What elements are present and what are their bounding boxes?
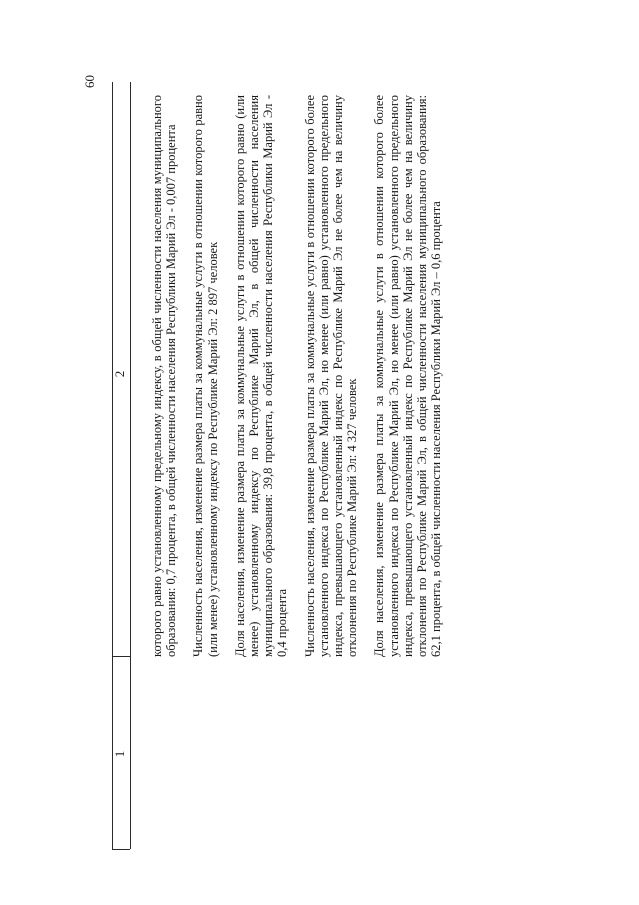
paragraph-share-above-index: Доля населения, изменение размера платы за коммунальные услуги в отношении которого более установленного индекса по Республике Марий Эл, но менее (или равно) установленного предельного индекса, превышающего установленный индекс по Республике Марий Эл не более чем на величину отклонения по Республике Марий Эл, в общей численности населения муниципального образования: 62,1 процента, в общей численности населения Республики Марий Эл – 0,6 процента xyxy=(372,95,444,657)
paragraph-count-above-index: Численность населения, изменение размера платы за коммунальные услуги в отношении которого более установленного индекса по Республике Марий Эл, но менее (или равно) установленного предельного индекса, превышающего установленный индекс по Республике Марий Эл не более чем на величину отклонения по Республике Марий Эл: 4 327 человек xyxy=(302,95,360,657)
table-bottom-border xyxy=(112,849,130,850)
column-header-2: 2 xyxy=(112,370,127,378)
table-cell-text xyxy=(150,95,443,657)
rotated-table-content xyxy=(110,89,570,849)
page-number: 60 xyxy=(82,75,97,88)
column-header-1: 1 xyxy=(112,750,127,758)
paragraph-count-below-index: Численность населения, изменение размера платы за коммунальные услуги в отношении которого равно (или менее) установленному индексу по Республике Марий Эл: 2 897 человек xyxy=(191,95,220,657)
paragraph-share-below-index: Доля населения, изменение размера платы за коммунальные услуги в отношении которого равно (или менее) установленному индексу по Республике Марий Эл, в общей численности населения муниципального образования: 39,8 процента, в общей численности населения Республики Марий Эл - 0,4 процента xyxy=(232,95,290,657)
paragraph-share-equal-limit: которого равно установленному предельному индексу, в общей численности населения муниципального образования: 0,7 процента, в общей численности населения Республики Марий Эл - 0,007 процента xyxy=(150,95,179,657)
